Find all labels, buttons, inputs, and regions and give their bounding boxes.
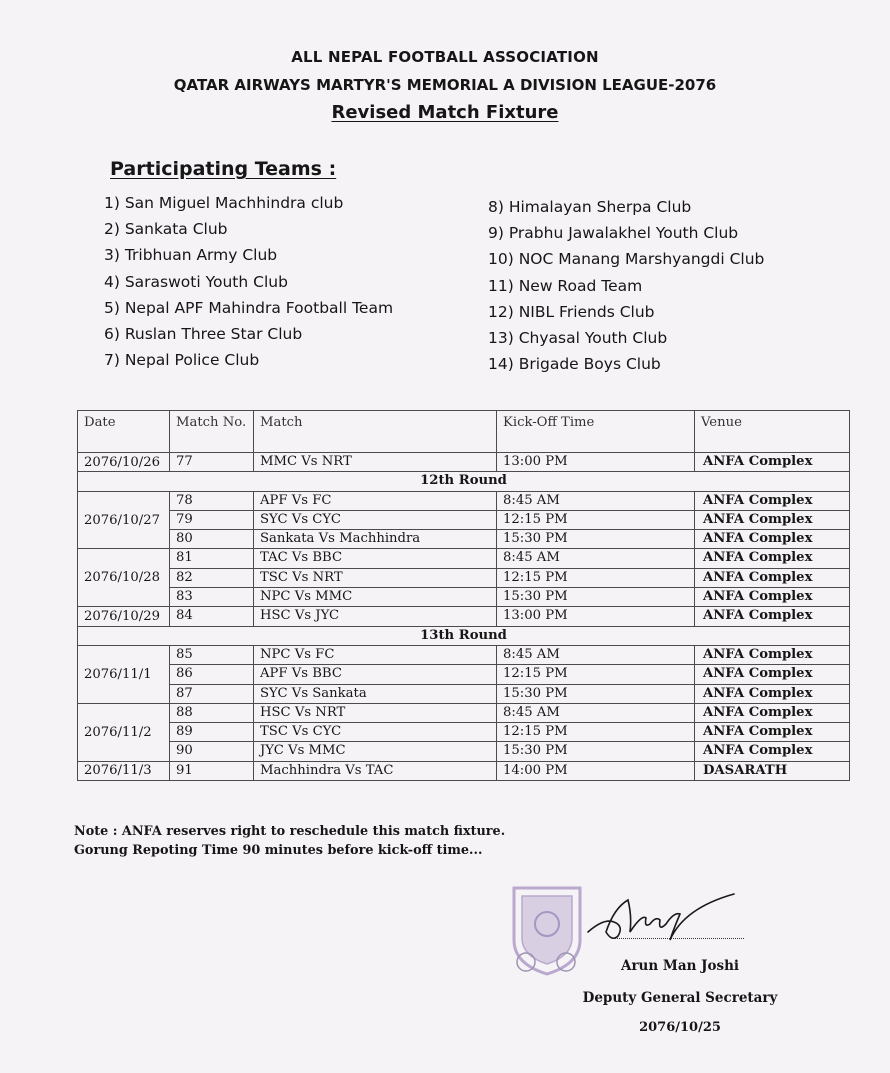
header-date: Date (78, 411, 170, 453)
cell-venue: DASARATH (695, 761, 850, 780)
team-item: 2) Sankata Club (104, 220, 228, 239)
cell-kickoff: 12:15 PM (497, 568, 695, 587)
header-kickoff: Kick-Off Time (497, 411, 695, 453)
cell-match: APF Vs BBC (254, 665, 497, 684)
cell-match: TSC Vs CYC (254, 723, 497, 742)
cell-match: HSC Vs NRT (254, 703, 497, 722)
team-item: 14) Brigade Boys Club (488, 355, 661, 374)
cell-match: HSC Vs JYC (254, 607, 497, 626)
teams-list-left (104, 190, 393, 373)
team-item: 12) NIBL Friends Club (488, 302, 655, 321)
signature-line (614, 938, 744, 939)
round-row (78, 472, 850, 491)
signatory-name: Arun Man Joshi (620, 958, 740, 974)
signatory-date: 2076/10/25 (639, 1020, 721, 1035)
cell-kickoff: 8:45 AM (497, 549, 695, 568)
table-row (78, 684, 850, 703)
cell-venue: ANFA Complex (695, 568, 850, 587)
cell-date: 2076/10/26 (78, 453, 170, 472)
table-row (78, 510, 850, 529)
cell-match: TSC Vs NRT (254, 568, 497, 587)
organization-title: ALL NEPAL FOOTBALL ASSOCIATION (291, 48, 599, 66)
teams-list-right (488, 194, 764, 377)
cell-venue: ANFA Complex (695, 723, 850, 742)
table-row (78, 607, 850, 626)
cell-venue: ANFA Complex (695, 491, 850, 510)
table-row (78, 568, 850, 587)
table-row (78, 665, 850, 684)
note-line-2: Gorung Repoting Time 90 minutes before kick-off time... (74, 843, 483, 858)
team-item: 6) Ruslan Three Star Club (104, 324, 303, 343)
table-row (78, 530, 850, 549)
cell-venue: ANFA Complex (695, 453, 850, 472)
cell-match: SYC Vs CYC (254, 510, 497, 529)
cell-venue: ANFA Complex (695, 742, 850, 761)
cell-venue: ANFA Complex (695, 703, 850, 722)
cell-match-no: 77 (170, 453, 254, 472)
cell-kickoff: 8:45 AM (497, 703, 695, 722)
cell-venue: ANFA Complex (695, 645, 850, 664)
team-item: 7) Nepal Police Club (104, 351, 260, 370)
cell-match-no: 82 (170, 568, 254, 587)
cell-match: JYC Vs MMC (254, 742, 497, 761)
note-line-1: Note : ANFA reserves right to reschedule this match fixture. (74, 824, 506, 839)
cell-match: NPC Vs FC (254, 645, 497, 664)
table-row (78, 491, 850, 510)
cell-match: SYC Vs Sankata (254, 684, 497, 703)
cell-date: 2076/11/3 (78, 761, 170, 780)
league-title: QATAR AIRWAYS MARTYR'S MEMORIAL A DIVISION LEAGUE-2076 (173, 76, 717, 94)
team-item: 9) Prabhu Jawalakhel Youth Club (488, 224, 739, 243)
team-item: 1) San Miguel Machhindra club (104, 194, 344, 212)
cell-match: Machhindra Vs TAC (254, 761, 497, 780)
cell-match-no: 90 (170, 742, 254, 761)
cell-match-no: 83 (170, 588, 254, 607)
cell-date: 2076/10/28 (78, 549, 170, 607)
cell-venue: ANFA Complex (695, 607, 850, 626)
cell-match-no: 91 (170, 761, 254, 780)
cell-kickoff: 12:15 PM (497, 665, 695, 684)
cell-match-no: 87 (170, 684, 254, 703)
team-item: 5) Nepal APF Mahindra Football Team (104, 298, 394, 317)
team-item: 3) Tribhuan Army Club (104, 246, 278, 265)
cell-kickoff: 15:30 PM (497, 530, 695, 549)
cell-match: TAC Vs BBC (254, 549, 497, 568)
cell-match-no: 81 (170, 549, 254, 568)
header-match-no: Match No. (170, 411, 254, 453)
cell-match: MMC Vs NRT (254, 453, 497, 472)
cell-match-no: 79 (170, 510, 254, 529)
cell-kickoff: 13:00 PM (497, 453, 695, 472)
cell-date: 2076/10/29 (78, 607, 170, 626)
cell-kickoff: 8:45 AM (497, 491, 695, 510)
cell-match: APF Vs FC (254, 491, 497, 510)
cell-kickoff: 15:30 PM (497, 742, 695, 761)
cell-kickoff: 13:00 PM (497, 607, 695, 626)
document-subtitle: Revised Match Fixture (331, 102, 559, 123)
cell-venue: ANFA Complex (695, 510, 850, 529)
cell-match-no: 89 (170, 723, 254, 742)
cell-match-no: 88 (170, 703, 254, 722)
cell-venue: ANFA Complex (695, 665, 850, 684)
cell-venue: ANFA Complex (695, 684, 850, 703)
notes (74, 822, 505, 860)
cell-kickoff: 14:00 PM (497, 761, 695, 780)
signatory-title: Deputy General Secretary (582, 990, 778, 1006)
table-row (78, 549, 850, 568)
table-row (78, 723, 850, 742)
team-item: 11) New Road Team (488, 276, 643, 295)
round-label: 12th Round (78, 472, 850, 491)
table-row (78, 645, 850, 664)
table-row (78, 588, 850, 607)
cell-kickoff: 15:30 PM (497, 588, 695, 607)
team-item: 13) Chyasal Youth Club (488, 328, 668, 347)
table-row (78, 742, 850, 761)
table-row (78, 703, 850, 722)
cell-venue: ANFA Complex (695, 588, 850, 607)
table-row (78, 453, 850, 472)
cell-match: Sankata Vs Machhindra (254, 530, 497, 549)
cell-date: 2076/10/27 (78, 491, 170, 549)
cell-date: 2076/11/1 (78, 645, 170, 703)
table-row (78, 761, 850, 780)
round-label: 13th Round (78, 626, 850, 645)
cell-kickoff: 12:15 PM (497, 723, 695, 742)
cell-kickoff: 8:45 AM (497, 645, 695, 664)
table-header-row (78, 411, 850, 453)
cell-match-no: 78 (170, 491, 254, 510)
cell-match-no: 80 (170, 530, 254, 549)
fixture-table (77, 410, 850, 781)
team-item: 4) Saraswoti Youth Club (104, 272, 288, 291)
signature-icon (584, 888, 744, 944)
cell-kickoff: 12:15 PM (497, 510, 695, 529)
cell-match: NPC Vs MMC (254, 588, 497, 607)
cell-match-no: 85 (170, 645, 254, 664)
cell-venue: ANFA Complex (695, 549, 850, 568)
round-row (78, 626, 850, 645)
team-item: 10) NOC Manang Marshyangdi Club (488, 250, 765, 269)
header-match: Match (254, 411, 497, 453)
cell-kickoff: 15:30 PM (497, 684, 695, 703)
cell-match-no: 84 (170, 607, 254, 626)
team-item: 8) Himalayan Sherpa Club (488, 198, 692, 216)
cell-venue: ANFA Complex (695, 530, 850, 549)
header-venue: Venue (695, 411, 850, 453)
cell-date: 2076/11/2 (78, 703, 170, 761)
cell-match-no: 86 (170, 665, 254, 684)
teams-heading: Participating Teams : (110, 158, 337, 180)
